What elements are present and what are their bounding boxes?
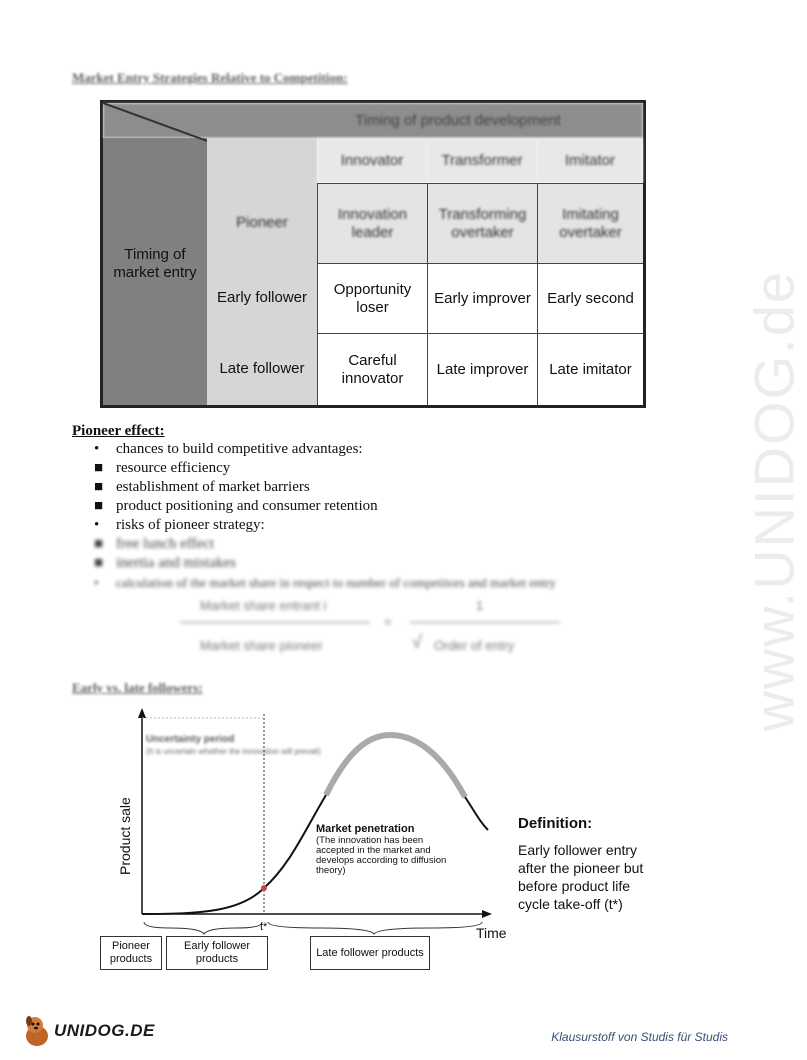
market-share-formula <box>180 596 560 656</box>
formula-numerator-left: Market share entrant i <box>200 598 327 613</box>
definition-line: before product life <box>518 878 631 894</box>
box-late-follower-products: Late follower products <box>310 936 430 970</box>
logo-text: UNIDOG.DE <box>54 1021 155 1040</box>
formula-denominator-left: Market share pioneer <box>200 638 323 653</box>
y-axis-label: Product sale <box>117 797 133 875</box>
y-axis-arrow <box>138 708 146 718</box>
cell-imitating-overtaker: Imitating overtaker <box>537 183 643 263</box>
pioneer-effect-list <box>72 440 556 592</box>
cell-late-improver: Late improver <box>427 333 537 405</box>
strategy-matrix <box>100 100 646 408</box>
diffusion-curve-peak <box>326 735 465 797</box>
list-item: ■ inertia and mistakes <box>94 555 236 571</box>
diffusion-curve-rise <box>142 795 326 914</box>
section-heading-followers: Early vs. late followers: <box>72 680 203 695</box>
cell-innovation-leader: Innovation leader <box>317 183 427 263</box>
t-star-label: t* <box>260 921 268 933</box>
definition-title: Definition: <box>518 815 593 832</box>
row-label-late-follower: Late follower <box>207 333 317 405</box>
take-off-point <box>261 885 267 891</box>
formula-denominator-right: Order of entry <box>434 638 515 653</box>
uncertainty-text: (It is uncertain whether the innovation will prevail) <box>146 747 321 756</box>
penetration-line-3: develops according to diffusion <box>316 855 447 866</box>
box-early-follower-products: Early follower products <box>166 936 268 970</box>
penetration-line-4: theory) <box>316 865 346 876</box>
penetration-line-2: accepted in the market and <box>316 845 431 856</box>
formula-equals: = <box>384 614 392 629</box>
list-item: • calculation of the market share in respect to number of competitors and market entry <box>94 575 557 590</box>
section-heading-market-entry: Market Entry Strategies Relative to Competition: <box>72 70 348 85</box>
row-header-label: Timing of market entry <box>113 246 197 281</box>
footer-tagline: Klausurstoff von Studis für Studis <box>551 1030 728 1044</box>
row-label-early-follower: Early follower <box>207 263 317 333</box>
watermark: www.UNIDOG.de <box>743 270 806 732</box>
penetration-line-1: (The innovation has been <box>316 835 424 846</box>
list-item: • chances to build competitive advantages: <box>94 441 363 457</box>
diffusion-curve-decline <box>465 797 488 830</box>
col-header-transformer: Transformer <box>427 138 537 183</box>
definition-line: cycle take-off (t*) <box>518 896 623 912</box>
unidog-logo[interactable] <box>22 1014 155 1048</box>
list-item: • risks of pioneer strategy: <box>94 517 265 533</box>
uncertainty-title: Uncertainty period <box>146 734 235 745</box>
sqrt-symbol: √ <box>412 632 422 652</box>
cell-transforming-overtaker: Transforming overtaker <box>427 183 537 263</box>
brace-early-follower <box>144 922 262 934</box>
cell-early-improver: Early improver <box>427 263 537 333</box>
cell-early-second: Early second <box>537 263 643 333</box>
cell-careful-innovator: Careful innovator <box>317 333 427 405</box>
col-header-innovator: Innovator <box>317 138 427 183</box>
col-header-imitator: Imitator <box>537 138 643 183</box>
box-pioneer-products: Pioneer products <box>100 936 162 970</box>
pioneer-effect-title: Pioneer effect: <box>72 423 165 439</box>
penetration-title: Market penetration <box>316 823 415 835</box>
list-item: ■ resource efficiency <box>94 460 231 476</box>
definition-line: Early follower entry <box>518 842 638 858</box>
definition-block <box>518 815 643 913</box>
definition-line: after the pioneer but <box>518 860 644 876</box>
list-item: ■ free lunch effect <box>94 536 214 552</box>
row-label-pioneer: Pioneer <box>207 183 317 263</box>
dog-mascot-icon <box>22 1014 52 1048</box>
formula-numerator-right: 1 <box>476 598 484 613</box>
matrix-header-label: Timing of product development <box>355 111 561 129</box>
brace-late-follower <box>268 922 482 934</box>
x-axis-arrow <box>482 910 492 918</box>
x-axis-label: Time <box>476 925 507 941</box>
list-item: ■ establishment of market barriers <box>94 479 310 495</box>
list-item: ■ product positioning and consumer retention <box>94 498 378 514</box>
cell-opportunity-loser: Opportunity loser <box>317 263 427 333</box>
cell-late-imitator: Late imitator <box>537 333 643 405</box>
